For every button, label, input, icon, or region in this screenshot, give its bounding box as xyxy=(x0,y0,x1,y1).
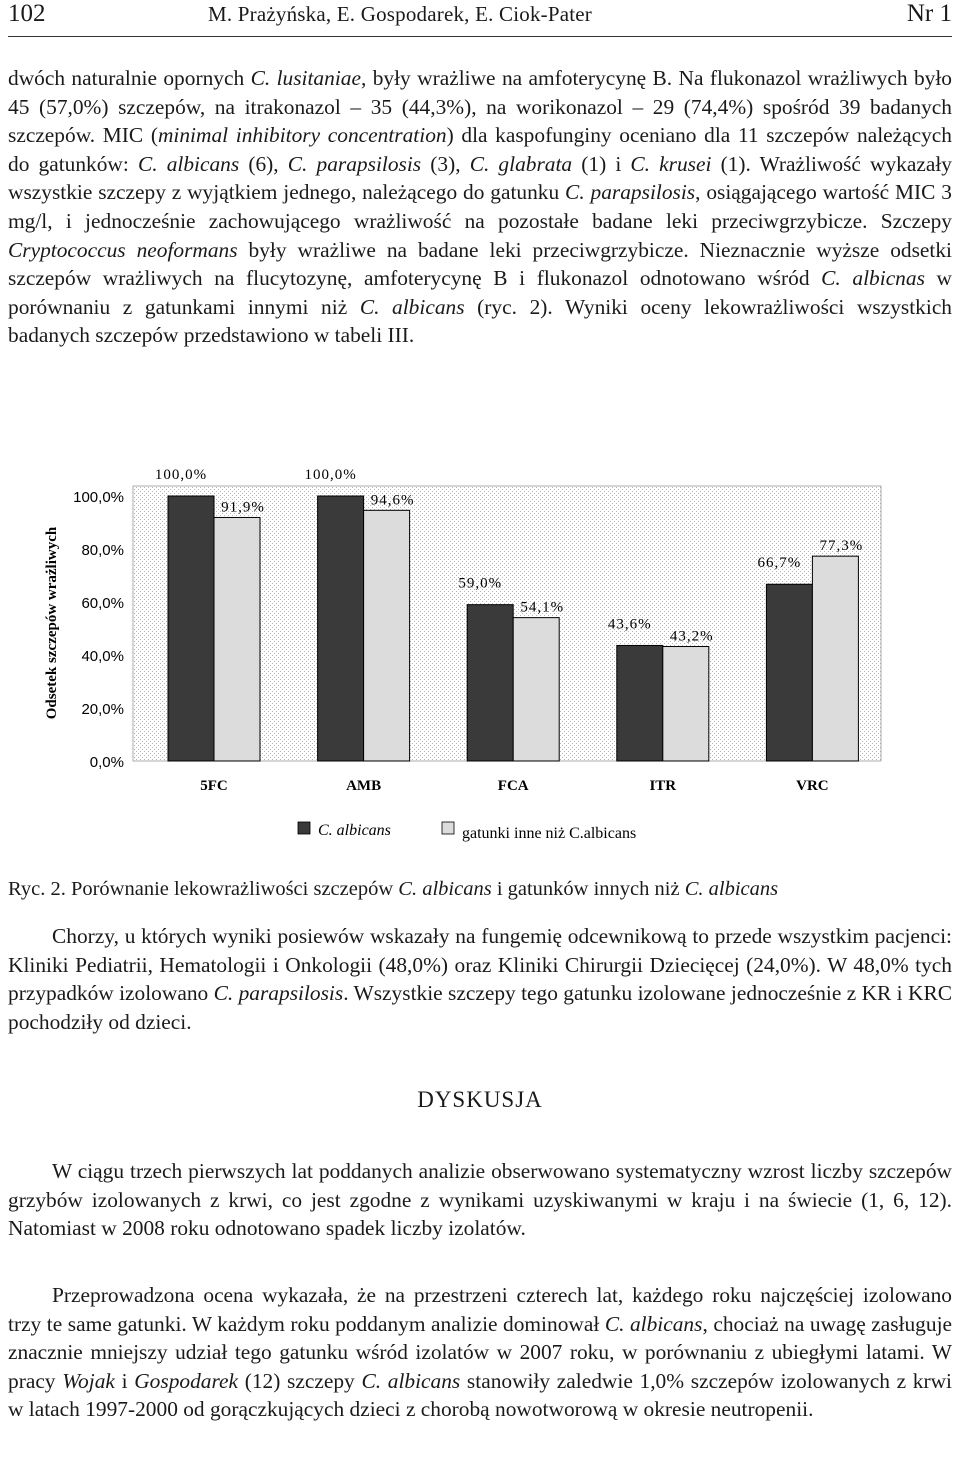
paragraph-results: dwóch naturalnie opornych C. lusitaniae, były wrażliwe na amfoterycynę B. Na flukonazol wrażliwych było 45 (57,0%) szczepów, na itrakonazol – 35 (44,3%), na worikonazol – 29 (74,4%) spośród 39 badanych szczepów. MIC (minimal inhibitory concentration) dla kaspofunginy oceniano dla 11 szczepów należących do gatunków: C. albicans (6), C. parapsilosis (3), C. glabrata (1) i C. krusei (1). Wrażliwość wykazały wszystkie szczepy z wyjątkiem jednego, należącego do gatunku C. parapsilosis, osiągającego wartość MIC 3 mg/l, i jednocześnie zachowującego wrażliwość na pozostałe badane leki przeciwgrzybicze. Szczepy Cryptococcus neoformans były wrażliwe na badane leki przeciwgrzybicze. Nieznacznie wyższe odsetki szczepów wrażliwych na flucytozynę, amfoterycynę B i flukonazol odnotowano wśród C. albicnas w porównaniu z gatunkami innymi niż C. albicans (ryc. 2). Wyniki oceny lekowrażliwości wszystkich badanych szczepów przedstawiono w tabeli III. xyxy=(8,66,953,348)
x-category-label: ITR xyxy=(649,778,677,794)
figure-caption: Ryc. 2. Porównanie lekowrażliwości szczepów C. albicans i gatunków innych niż C. albicans xyxy=(8,877,779,900)
bar-amb-series-2 xyxy=(364,510,410,761)
bar-value-label: 77,3% xyxy=(819,538,864,555)
page-number: 102 xyxy=(8,0,46,27)
bar-amb-series-1 xyxy=(318,496,364,761)
section-heading: DYSKUSJA xyxy=(417,1087,543,1112)
y-axis-ticks xyxy=(73,489,124,771)
y-tick-label: 40,0% xyxy=(81,648,124,665)
legend xyxy=(298,822,636,842)
running-authors: M. Prażyńska, E. Gospodarek, E. Ciok-Pater xyxy=(208,2,592,26)
header-rule xyxy=(8,36,952,37)
bar-fca-series-1 xyxy=(467,605,513,761)
bar-value-label: 43,6% xyxy=(607,616,652,633)
x-category-label: AMB xyxy=(346,778,382,794)
bar-5fc-series-1 xyxy=(168,496,214,761)
paragraph-catheter: Chorzy, u których wyniki posiewów wskazały na fungemię odcewnikową to przede wszystkim pacjenci: Kliniki Pediatrii, Hematologii i Onkologii (48,0%) oraz Kliniki Chirurgii Dziecięcej (24,0%). W 48,0% tych przypadków izolowano C. parapsilosis. Wszystkie szczepy tego gatunku izolowane jednocześnie z KR i KRC pochodziły od dzieci. xyxy=(8,924,952,1034)
x-category-label: VRC xyxy=(796,778,829,794)
y-tick-label: 20,0% xyxy=(81,701,124,718)
issue-number: Nr 1 xyxy=(906,0,952,27)
bar-value-label: 100,0% xyxy=(304,467,357,483)
legend-swatch-other-species xyxy=(442,822,454,834)
paragraph-discussion-2: Przeprowadzona ocena wykazała, że na przestrzeni czterech lat, każdego roku najczęściej izolowano trzy te same gatunki. W każdym roku poddanym analizie dominował C. albicans, chociaż na uwagę zasługuje znacznie mniejszy udział tego gatunku wśród izolatów w 2007 roku, w porównaniu z ubiegłymi latami. W pracy Wojak i Gospodarek (12) szczepy C. albicans stanowiły zaledwie 1,0% szczepów izolowanych z krwi w latach 1997-2000 od gorączkujących dzieci z chorobą nowotworową w okresie neutropenii. xyxy=(8,1283,953,1422)
bar-value-label: 94,6% xyxy=(370,492,415,509)
bar-itr-series-1 xyxy=(617,645,663,761)
x-category-label: FCA xyxy=(497,778,529,794)
bar-vrc-series-2 xyxy=(812,556,858,761)
bar-vrc-series-1 xyxy=(766,584,812,761)
bar-value-label: 59,0% xyxy=(458,575,503,592)
page-header xyxy=(8,0,952,30)
y-tick-label: 80,0% xyxy=(81,542,124,559)
bar-value-label: 100,0% xyxy=(154,467,208,483)
legend-label-c-albicans: C. albicans xyxy=(318,822,391,839)
y-tick-label: 60,0% xyxy=(81,595,124,612)
legend-label-other-species: gatunki inne niż C.albicans xyxy=(462,825,637,842)
bar-value-label: 54,1% xyxy=(520,599,565,616)
y-tick-label: 100,0% xyxy=(73,489,124,506)
bar-chart xyxy=(0,455,960,845)
bar-itr-series-2 xyxy=(663,647,709,761)
bar-fca-series-2 xyxy=(513,618,559,761)
x-axis-categories xyxy=(200,778,828,794)
y-tick-label: 0,0% xyxy=(89,754,124,771)
x-category-label: 5FC xyxy=(200,778,228,794)
y-axis-label: Odsetek szczepów wrażliwych xyxy=(44,526,60,720)
bar-value-label: 43,2% xyxy=(669,628,714,645)
bar-value-label: 66,7% xyxy=(757,555,802,572)
bar-value-label: 91,9% xyxy=(221,499,265,516)
paragraph-discussion-1: W ciągu trzech pierwszych lat poddanych analizie obserwowano systematyczny wzrost liczby szczepów grzybów izolowanych z krwi, co jest zgodne z wynikami uzyskiwanymi w kraju i na świecie (1, 6, 12). Natomiast w 2008 roku odnotowano spadek liczby izolatów. xyxy=(8,1159,952,1241)
legend-swatch-c-albicans xyxy=(298,822,310,834)
bar-5fc-series-2 xyxy=(214,517,260,761)
